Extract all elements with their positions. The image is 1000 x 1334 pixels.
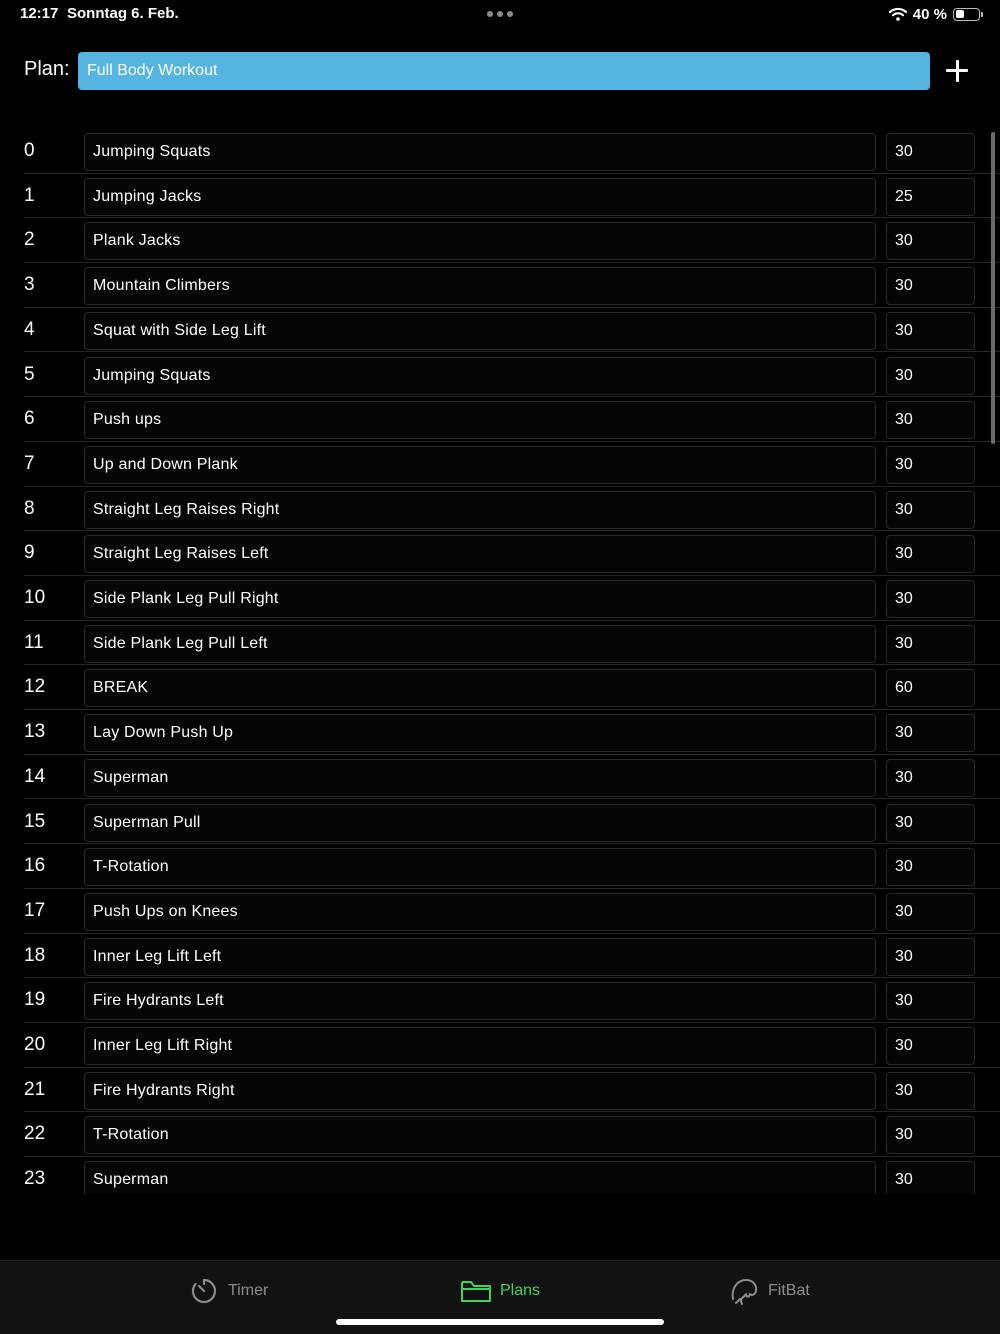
exercise-index: 22 bbox=[24, 1123, 46, 1145]
exercise-index: 14 bbox=[24, 765, 46, 787]
exercise-index: 20 bbox=[24, 1034, 46, 1055]
exercise-row[interactable] bbox=[0, 173, 1000, 218]
exercise-index: 16 bbox=[24, 855, 46, 877]
exercise-row[interactable] bbox=[0, 1067, 1000, 1112]
exercise-name-field[interactable]: Straight Leg Raises Right bbox=[84, 491, 876, 529]
battery-icon bbox=[953, 8, 980, 21]
exercise-duration-field[interactable]: 30 bbox=[886, 759, 975, 797]
exercise-name-field[interactable]: Lay Down Push Up bbox=[84, 714, 876, 752]
status-date: Sonntag 6. Feb. bbox=[67, 5, 179, 22]
exercise-index: 4 bbox=[24, 318, 35, 340]
exercise-row[interactable] bbox=[0, 799, 1000, 844]
exercise-index: 18 bbox=[24, 944, 46, 966]
list-scrollbar[interactable] bbox=[991, 132, 995, 444]
exercise-duration-field[interactable]: 30 bbox=[886, 804, 975, 842]
exercise-row[interactable] bbox=[0, 977, 1000, 1022]
exercise-name-field[interactable]: Fire Hydrants Right bbox=[84, 1072, 876, 1110]
exercise-list[interactable] bbox=[0, 128, 1000, 1194]
exercise-name-field[interactable]: T-Rotation bbox=[84, 1116, 876, 1154]
exercise-duration-field[interactable]: 30 bbox=[886, 1116, 975, 1154]
exercise-row[interactable] bbox=[0, 933, 1000, 978]
exercise-index: 12 bbox=[24, 676, 46, 698]
exercise-row[interactable] bbox=[0, 843, 1000, 888]
home-indicator[interactable] bbox=[336, 1319, 664, 1325]
exercise-name-field[interactable]: Mountain Climbers bbox=[84, 267, 876, 305]
status-indicators bbox=[889, 4, 980, 24]
status-bar bbox=[0, 0, 1000, 28]
exercise-index: 0 bbox=[24, 140, 35, 161]
exercise-duration-field[interactable]: 30 bbox=[886, 580, 975, 618]
exercise-index: 2 bbox=[24, 229, 35, 251]
exercise-duration-field[interactable]: 60 bbox=[886, 669, 975, 707]
exercise-name-field[interactable]: Inner Leg Lift Left bbox=[84, 938, 876, 976]
exercise-index: 10 bbox=[24, 587, 46, 608]
exercise-name-field[interactable]: Push ups bbox=[84, 401, 876, 439]
wifi-icon bbox=[889, 7, 907, 21]
exercise-duration-field[interactable]: 30 bbox=[886, 1072, 975, 1110]
exercise-row[interactable] bbox=[0, 307, 1000, 352]
exercise-name-field[interactable]: Straight Leg Raises Left bbox=[84, 535, 876, 573]
exercise-duration-field[interactable]: 30 bbox=[886, 982, 975, 1020]
exercise-index: 23 bbox=[24, 1168, 46, 1190]
exercise-duration-field[interactable]: 30 bbox=[886, 312, 975, 350]
exercise-name-field[interactable]: Superman bbox=[84, 1161, 876, 1194]
exercise-name-field[interactable]: Superman bbox=[84, 759, 876, 797]
exercise-index: 6 bbox=[24, 408, 35, 430]
exercise-name-field[interactable]: Side Plank Leg Pull Right bbox=[84, 580, 876, 618]
tab-timer-label: Timer bbox=[228, 1282, 269, 1299]
battery-level-fill bbox=[956, 10, 964, 18]
exercise-index: 1 bbox=[24, 184, 35, 206]
exercise-duration-field[interactable]: 30 bbox=[886, 222, 975, 260]
exercise-name-field[interactable]: Plank Jacks bbox=[84, 222, 876, 260]
exercise-row[interactable] bbox=[0, 217, 1000, 262]
exercise-duration-field[interactable]: 30 bbox=[886, 1027, 975, 1065]
timer-icon bbox=[188, 1275, 220, 1307]
folder-icon bbox=[460, 1275, 492, 1307]
exercise-duration-field[interactable]: 30 bbox=[886, 1161, 975, 1194]
tab-fitbat[interactable] bbox=[728, 1275, 810, 1307]
exercise-duration-field[interactable]: 30 bbox=[886, 446, 975, 484]
exercise-name-field[interactable]: Jumping Jacks bbox=[84, 178, 876, 216]
exercise-duration-field[interactable]: 30 bbox=[886, 625, 975, 663]
tab-timer[interactable] bbox=[188, 1275, 268, 1307]
exercise-row[interactable] bbox=[0, 575, 1000, 620]
exercise-index: 5 bbox=[24, 363, 35, 385]
exercise-index: 11 bbox=[24, 631, 44, 653]
exercise-name-field[interactable]: BREAK bbox=[84, 669, 876, 707]
multitasking-dots-icon[interactable] bbox=[487, 11, 513, 17]
status-time: 12:17 bbox=[20, 5, 59, 22]
exercise-row[interactable] bbox=[0, 396, 1000, 441]
exercise-name-field[interactable]: Inner Leg Lift Right bbox=[84, 1027, 876, 1065]
exercise-row[interactable] bbox=[0, 530, 1000, 575]
exercise-index: 9 bbox=[24, 542, 35, 564]
exercise-index: 7 bbox=[24, 452, 35, 474]
exercise-name-field[interactable]: Side Plank Leg Pull Left bbox=[84, 625, 876, 663]
exercise-name-field[interactable]: Up and Down Plank bbox=[84, 446, 876, 484]
exercise-duration-field[interactable]: 30 bbox=[886, 357, 975, 395]
plan-selector[interactable]: Full Body Workout bbox=[78, 52, 930, 90]
exercise-row[interactable] bbox=[0, 352, 1000, 397]
exercise-index: 8 bbox=[24, 497, 35, 519]
tab-plans-label: Plans bbox=[500, 1282, 541, 1299]
exercise-duration-field[interactable]: 30 bbox=[886, 893, 975, 931]
exercise-duration-field[interactable]: 30 bbox=[886, 133, 975, 171]
exercise-row[interactable] bbox=[0, 1111, 1000, 1156]
exercise-duration-field[interactable]: 30 bbox=[886, 848, 975, 886]
exercise-name-field[interactable]: Jumping Squats bbox=[84, 357, 876, 395]
battery-percentage: 40 % bbox=[912, 5, 947, 23]
plan-label: Plan: bbox=[24, 58, 70, 80]
bat-icon bbox=[728, 1275, 760, 1307]
exercise-index: 15 bbox=[24, 810, 46, 832]
exercise-name-field[interactable]: T-Rotation bbox=[84, 848, 876, 886]
exercise-index: 19 bbox=[24, 989, 46, 1011]
exercise-row[interactable] bbox=[0, 1156, 1000, 1194]
exercise-duration-field[interactable]: 25 bbox=[886, 178, 975, 216]
exercise-index: 17 bbox=[24, 899, 46, 921]
exercise-duration-field[interactable]: 30 bbox=[886, 491, 975, 529]
exercise-name-field[interactable]: Squat with Side Leg Lift bbox=[84, 312, 876, 350]
exercise-row[interactable] bbox=[0, 128, 1000, 173]
exercise-duration-field[interactable]: 30 bbox=[886, 401, 975, 439]
tab-plans[interactable] bbox=[460, 1275, 540, 1307]
exercise-name-field[interactable]: Superman Pull bbox=[84, 804, 876, 842]
exercise-row[interactable] bbox=[0, 262, 1000, 307]
exercise-name-field[interactable]: Fire Hydrants Left bbox=[84, 982, 876, 1020]
exercise-row[interactable] bbox=[0, 709, 1000, 754]
exercise-row[interactable] bbox=[0, 888, 1000, 933]
exercise-row[interactable] bbox=[0, 620, 1000, 665]
exercise-duration-field[interactable]: 30 bbox=[886, 714, 975, 752]
exercise-row[interactable] bbox=[0, 441, 1000, 486]
exercise-row[interactable] bbox=[0, 664, 1000, 709]
tab-fitbat-label: FitBat bbox=[768, 1282, 810, 1299]
exercise-row[interactable] bbox=[0, 754, 1000, 799]
exercise-index: 3 bbox=[24, 274, 35, 296]
exercise-index: 13 bbox=[24, 721, 46, 743]
exercise-duration-field[interactable]: 30 bbox=[886, 267, 975, 305]
add-plan-button[interactable] bbox=[942, 56, 972, 86]
exercise-row[interactable] bbox=[0, 486, 1000, 531]
exercise-duration-field[interactable]: 30 bbox=[886, 938, 975, 976]
exercise-name-field[interactable]: Push Ups on Knees bbox=[84, 893, 876, 931]
exercise-row[interactable] bbox=[0, 1022, 1000, 1067]
exercise-index: 21 bbox=[24, 1078, 46, 1100]
exercise-duration-field[interactable]: 30 bbox=[886, 535, 975, 573]
exercise-name-field[interactable]: Jumping Squats bbox=[84, 133, 876, 171]
